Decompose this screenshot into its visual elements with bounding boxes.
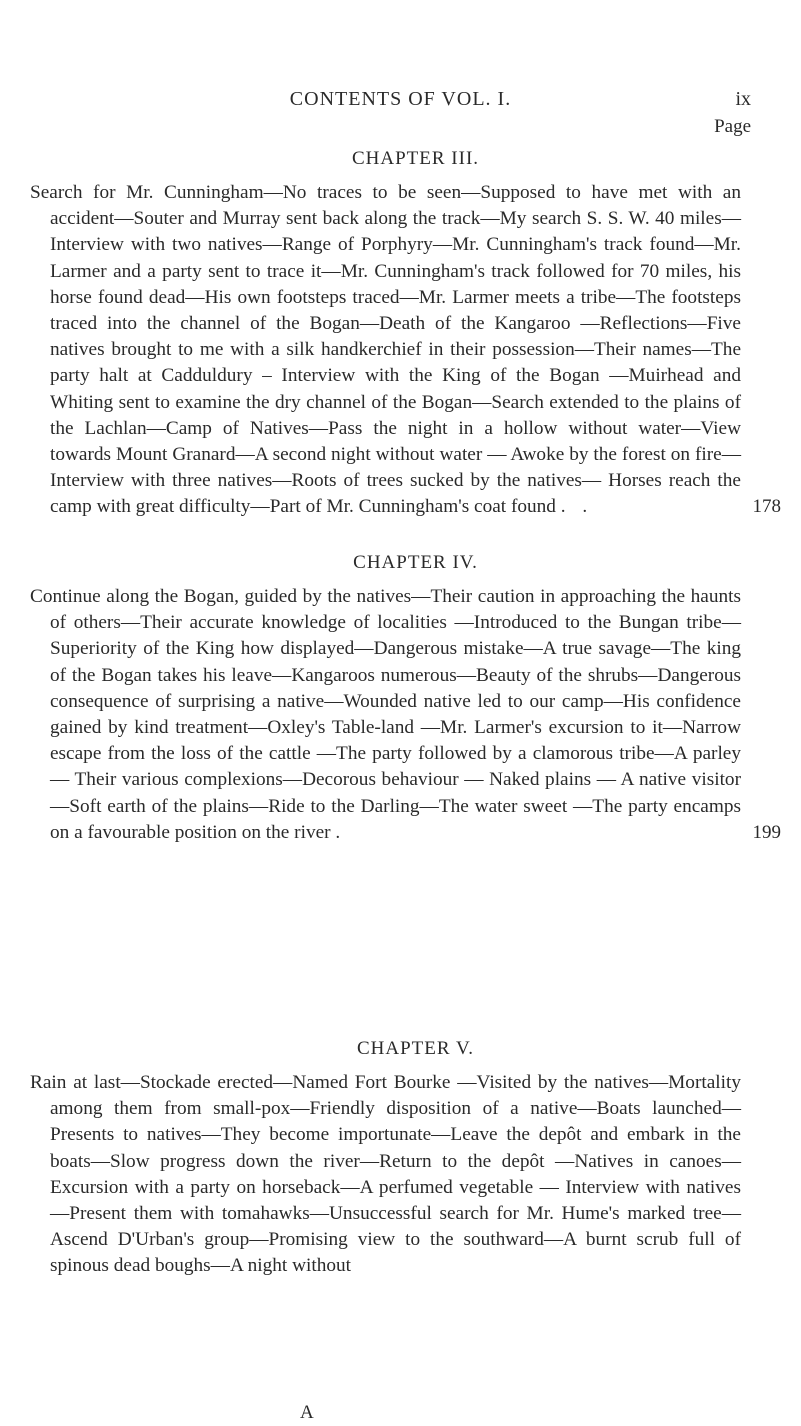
page-reference: 178	[752, 496, 781, 518]
chapter-heading: CHAPTER III.	[351, 148, 480, 169]
page-number: ix	[735, 88, 751, 110]
chapter-summary	[30, 1070, 781, 1280]
chapter-entry	[30, 148, 781, 521]
page-column-label: Page	[714, 116, 751, 137]
chapter-entry	[30, 552, 781, 846]
page-reference: 199	[752, 821, 781, 843]
dot-leader: . .	[560, 496, 594, 518]
chapter-summary	[30, 584, 781, 846]
running-head	[0, 88, 801, 118]
dot-leader: .	[335, 821, 347, 843]
summary-text: Search for Mr. Cunningham—No traces to be seen—Supposed to have met with an accident—Souter and Murray sent back along the track—My search S. S. W. 40 miles—Interview with two natives—Range of Porphyry—Mr. Cunningham's track found—Mr. Larmer and a party sent to trace it—Mr. Cunningham's track followed for 70 miles, his horse found dead—His own footsteps traced—Mr. Larmer meets a tribe—The footsteps traced into the channel of the Bogan—Death of the Kangaroo —Reflections—Five natives brought to me with a silk handkerchief in their possession—Their names—The party halt at Cadduldury – Interview with the King of the Bogan —Muirhead and Whiting sent to examine the dry channel of the Bogan—Search extended to the plains of the Lachlan—Camp of Natives—Pass the night in a hollow without water—View towards Mount Granard—A second night without water — Awoke by the forest on fire—Interview with three natives—Roots of trees sucked by the natives— Horses reach the camp with great difficulty—Part of Mr. Cunningham's coat found	[30, 182, 741, 518]
catchword: A	[300, 1402, 314, 1423]
summary-text: Continue along the Bogan, guided by the natives—Their caution in approaching the haunts of others—Their accurate knowledge of localities —Introduced to the Bungan tribe—Superiority of the King how displayed—Dangerous mistake—A true savage—The king of the Bogan takes his leave—Kangaroos numerous—Beauty of the shrubs—Dangerous consequence of surprising a native—Wounded native led to our camp—His confidence gained by kind treatment—Oxley's Table-land —Mr. Larmer's excursion to it—Narrow escape from the loss of the cattle —The party followed by a clamorous tribe—A parley — Their various complexions—Decorous behaviour — Naked plains — A native visitor—Soft earth of the plains—Ride to the Darling—The water sweet —The party encamps on a favourable position on the river	[30, 586, 741, 843]
chapter-heading: CHAPTER IV.	[353, 552, 478, 573]
chapter-entry	[30, 1038, 781, 1280]
chapter-heading: CHAPTER V.	[357, 1038, 474, 1059]
summary-text: Rain at last—Stockade erected—Named Fort Bourke —Visited by the natives—Mortality among them from small-pox—Friendly disposition of a native—Boats launched—Presents to natives—They become importunate—Leave the depôt and embark in the boats—Slow progress down the river—Return to the depôt —Natives in canoes— Excursion with a party on horseback—A perfumed vegetable — Interview with natives—Present them with tomahawks—Unsuccessful search for Mr. Hume's marked tree—Ascend D'Urban's group—Promising view to the southward—A burnt scrub full of spinous dead boughs—A night without	[30, 1072, 741, 1277]
running-title: CONTENTS OF VOL. I.	[289, 88, 512, 110]
chapter-summary	[30, 180, 781, 521]
